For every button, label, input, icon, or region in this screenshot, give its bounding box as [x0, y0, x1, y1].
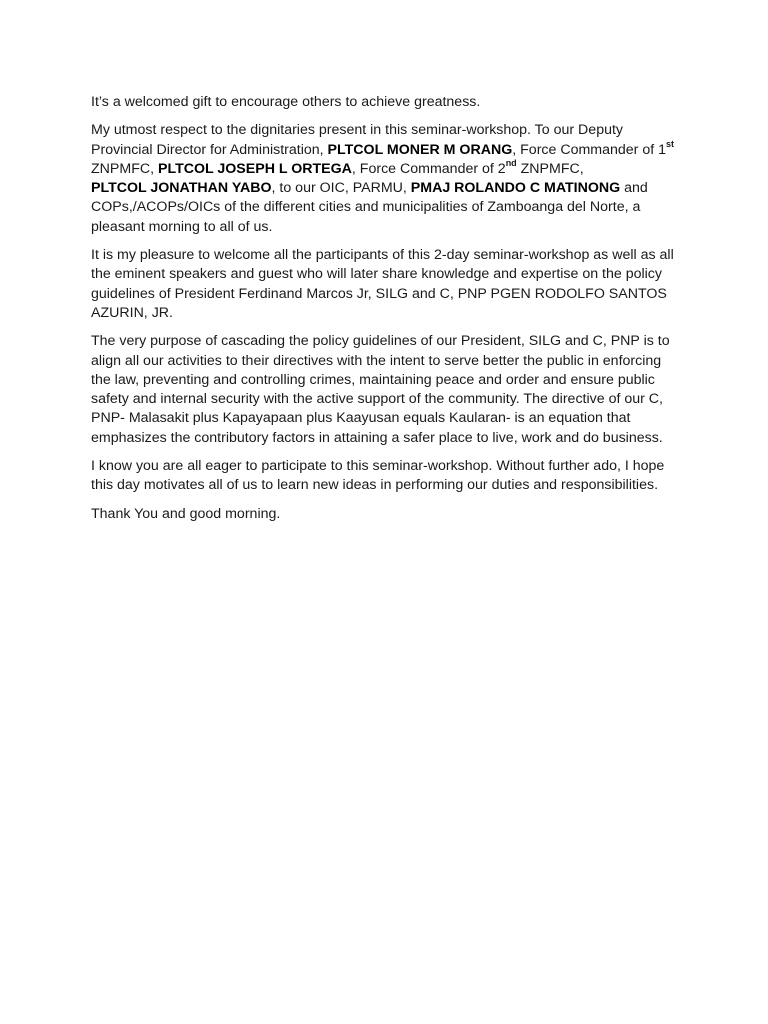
paragraph-purpose: The very purpose of cascading the policy guidelines of our President, SILG and C, PNP is to align all our activities to their directives with the intent to serve better the public in enforcing the law, preventing and controlling crimes, maintaining peace and order and ensure public safety and internal security with the active support of the community. The directive of our C, PNP- Malasakit plus Kapayapaan plus Kaayusan equals Kaularan- is an equation that emphasizes the contributory factors in attaining a safer place to live, work and do business. [91, 333, 670, 446]
dignitary-name: PMAJ ROLANDO C MATINONG [410, 180, 621, 197]
document-body [91, 93, 681, 533]
paragraph-acknowledgements [91, 121, 681, 237]
text-segment: , Force Commander of 1 [512, 141, 667, 158]
paragraph-thanks: Thank You and good morning. [91, 505, 281, 522]
paragraph-closing: I know you are all eager to participate to this seminar-workshop. Without further ado, I hope this day motivates all of us to learn new ideas in performing our duties and responsibilities. [91, 458, 665, 494]
text-segment: , Force Commander of 2 [351, 160, 506, 177]
dignitary-name: PLTCOL MONER M ORANG [327, 141, 513, 158]
text-segment: My utmost respect to the dignitaries present in this seminar-workshop. To our Deputy Provincial Director for Administration, [91, 122, 624, 158]
dignitary-name: PLTCOL JONATHAN YABO [91, 180, 272, 197]
text-segment: , to our OIC, PARMU, [271, 180, 411, 197]
text-segment: and COPs,/ACOPs/OICs of the different cities and municipalities of Zamboanga del Norte, a pleasant morning to all of us. [91, 180, 648, 235]
text-segment: ZNPMFC, [516, 160, 584, 177]
paragraph-opening: It’s a welcomed gift to encourage others to achieve greatness. [91, 94, 481, 110]
ordinal-suffix: st [666, 138, 675, 149]
dignitary-name: PLTCOL JOSEPH L ORTEGA [158, 160, 352, 177]
paragraph-welcome: It is my pleasure to welcome all the participants of this 2-day seminar-workshop as well as all the eminent speakers and guest who will later share knowledge and expertise on the policy guidelines of President Ferdinand Marcos Jr, SILG and C, PNP PGEN RODOLFO SANTOS AZURIN, JR. [91, 247, 674, 321]
ordinal-suffix: nd [505, 158, 517, 169]
text-segment: ZNPMFC, [91, 160, 158, 177]
